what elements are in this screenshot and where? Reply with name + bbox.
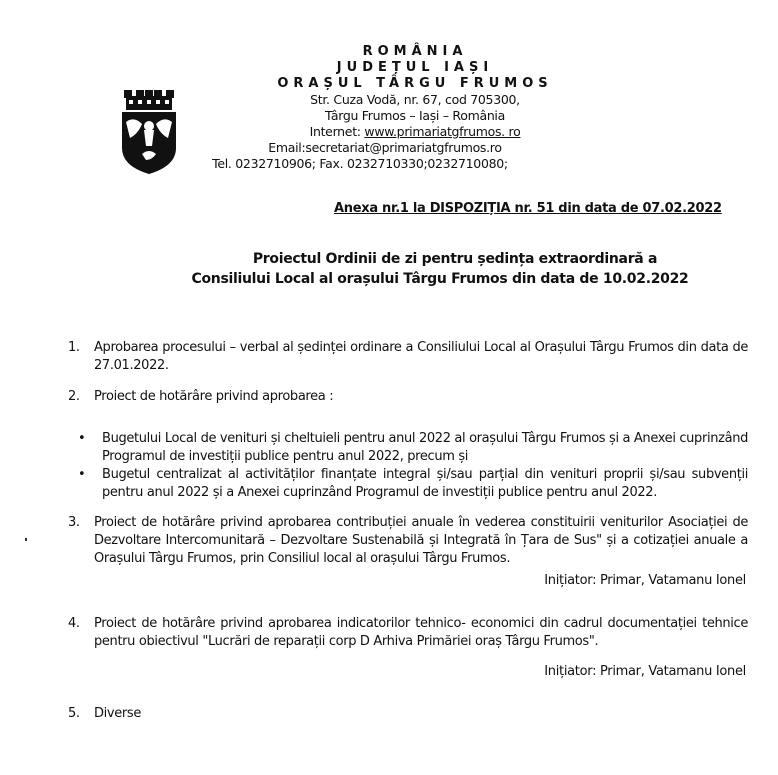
title-line-1: Proiectul Ordinii de zi pentru ședința extraordinară a: [252, 251, 658, 267]
internet-line: [250, 124, 580, 140]
item-text: Proiect de hotărâre privind aprobarea contribuției anuale în vederea constituirii veniturilor Asociației de Dezvoltare Intercomunitară – Dezvoltare Sustenabilă și Integrată în Țara de Sus" și a cotizației anuale a Orașului Târgu Frumos, prin Consiliul local al orașului Târgu Frumos.: [94, 515, 748, 566]
annex-reference: Anexa nr.1 la DISPOZIȚIA nr. 51 din data de 07.02.2022: [334, 201, 722, 216]
bullet-icon: •: [78, 431, 86, 446]
scan-speck: [25, 538, 27, 541]
item-text: Proiect de hotărâre privind aprobarea :: [94, 389, 334, 404]
bullet-icon: •: [78, 467, 86, 482]
county-name: JUDEȚUL IAȘI: [336, 60, 494, 75]
item-number: 2.: [68, 389, 80, 404]
title-line-2: Consiliului Local al orașului Târgu Frumos din data de 10.02.2022: [191, 271, 689, 287]
item-number: 5.: [68, 706, 80, 721]
sub-item: [78, 430, 748, 466]
item-text: Diverse: [94, 706, 141, 721]
item-number: 4.: [68, 616, 80, 631]
agenda-item: [68, 514, 748, 568]
item-text: Proiect de hotărâre privind aprobarea indicatorilor tehnico- economici din cadrul documentației tehnice pentru obiectivul "Lucrări de reparații corp D Arhiva Primăriei oraș Târgu Frumos".: [94, 616, 748, 649]
item-number: 1.: [68, 340, 80, 355]
website-link[interactable]: www.primariatgfrumos. ro: [364, 124, 521, 139]
initiator: Inițiator: Primar, Vatamanu Ionel: [544, 573, 746, 588]
email-line: Email:secretariat@primariatgfrumos.ro: [268, 140, 502, 155]
agenda-item: [68, 388, 748, 406]
phone-line: Tel. 0232710906; Fax. 0232710330;0232710080;: [212, 156, 508, 171]
item-text: Aprobarea procesului – verbal al ședinței ordinare a Consiliului Local al Orașului Târgu Frumos din data de 27.01.2022.: [94, 340, 748, 373]
address-line-2: Târgu Frumos – Iași – România: [325, 108, 505, 123]
internet-label: Internet:: [309, 124, 365, 139]
agenda-item: [68, 705, 748, 723]
address-line-1: Str. Cuza Vodă, nr. 67, cod 705300,: [310, 92, 520, 107]
agenda-item: [68, 615, 748, 651]
item-number: 3.: [68, 515, 80, 530]
agenda-item: [68, 339, 748, 375]
letterhead: [212, 44, 580, 172]
initiator: Inițiator: Primar, Vatamanu Ionel: [544, 664, 746, 679]
sub-item-text: Bugetului Local de venituri și cheltuieli pentru anul 2022 al orașului Târgu Frumos și a Anexei cuprinzând Programul de investiții publice pentru anul 2022, precum și: [102, 431, 748, 464]
sub-item-text: Bugetul centralizat al activităților finanțate integral și/sau parțial din venituri proprii și/sau subvenții pentru anul 2022 și a Anexei cuprinzând Programul de investiții publice pentru anul 2022.: [102, 467, 748, 500]
town-name: ORAȘUL TÂRGU FRUMOS: [277, 76, 553, 91]
document-title: [191, 249, 715, 289]
sub-item: [78, 466, 748, 502]
country-name: ROMÂNIA: [362, 44, 468, 59]
